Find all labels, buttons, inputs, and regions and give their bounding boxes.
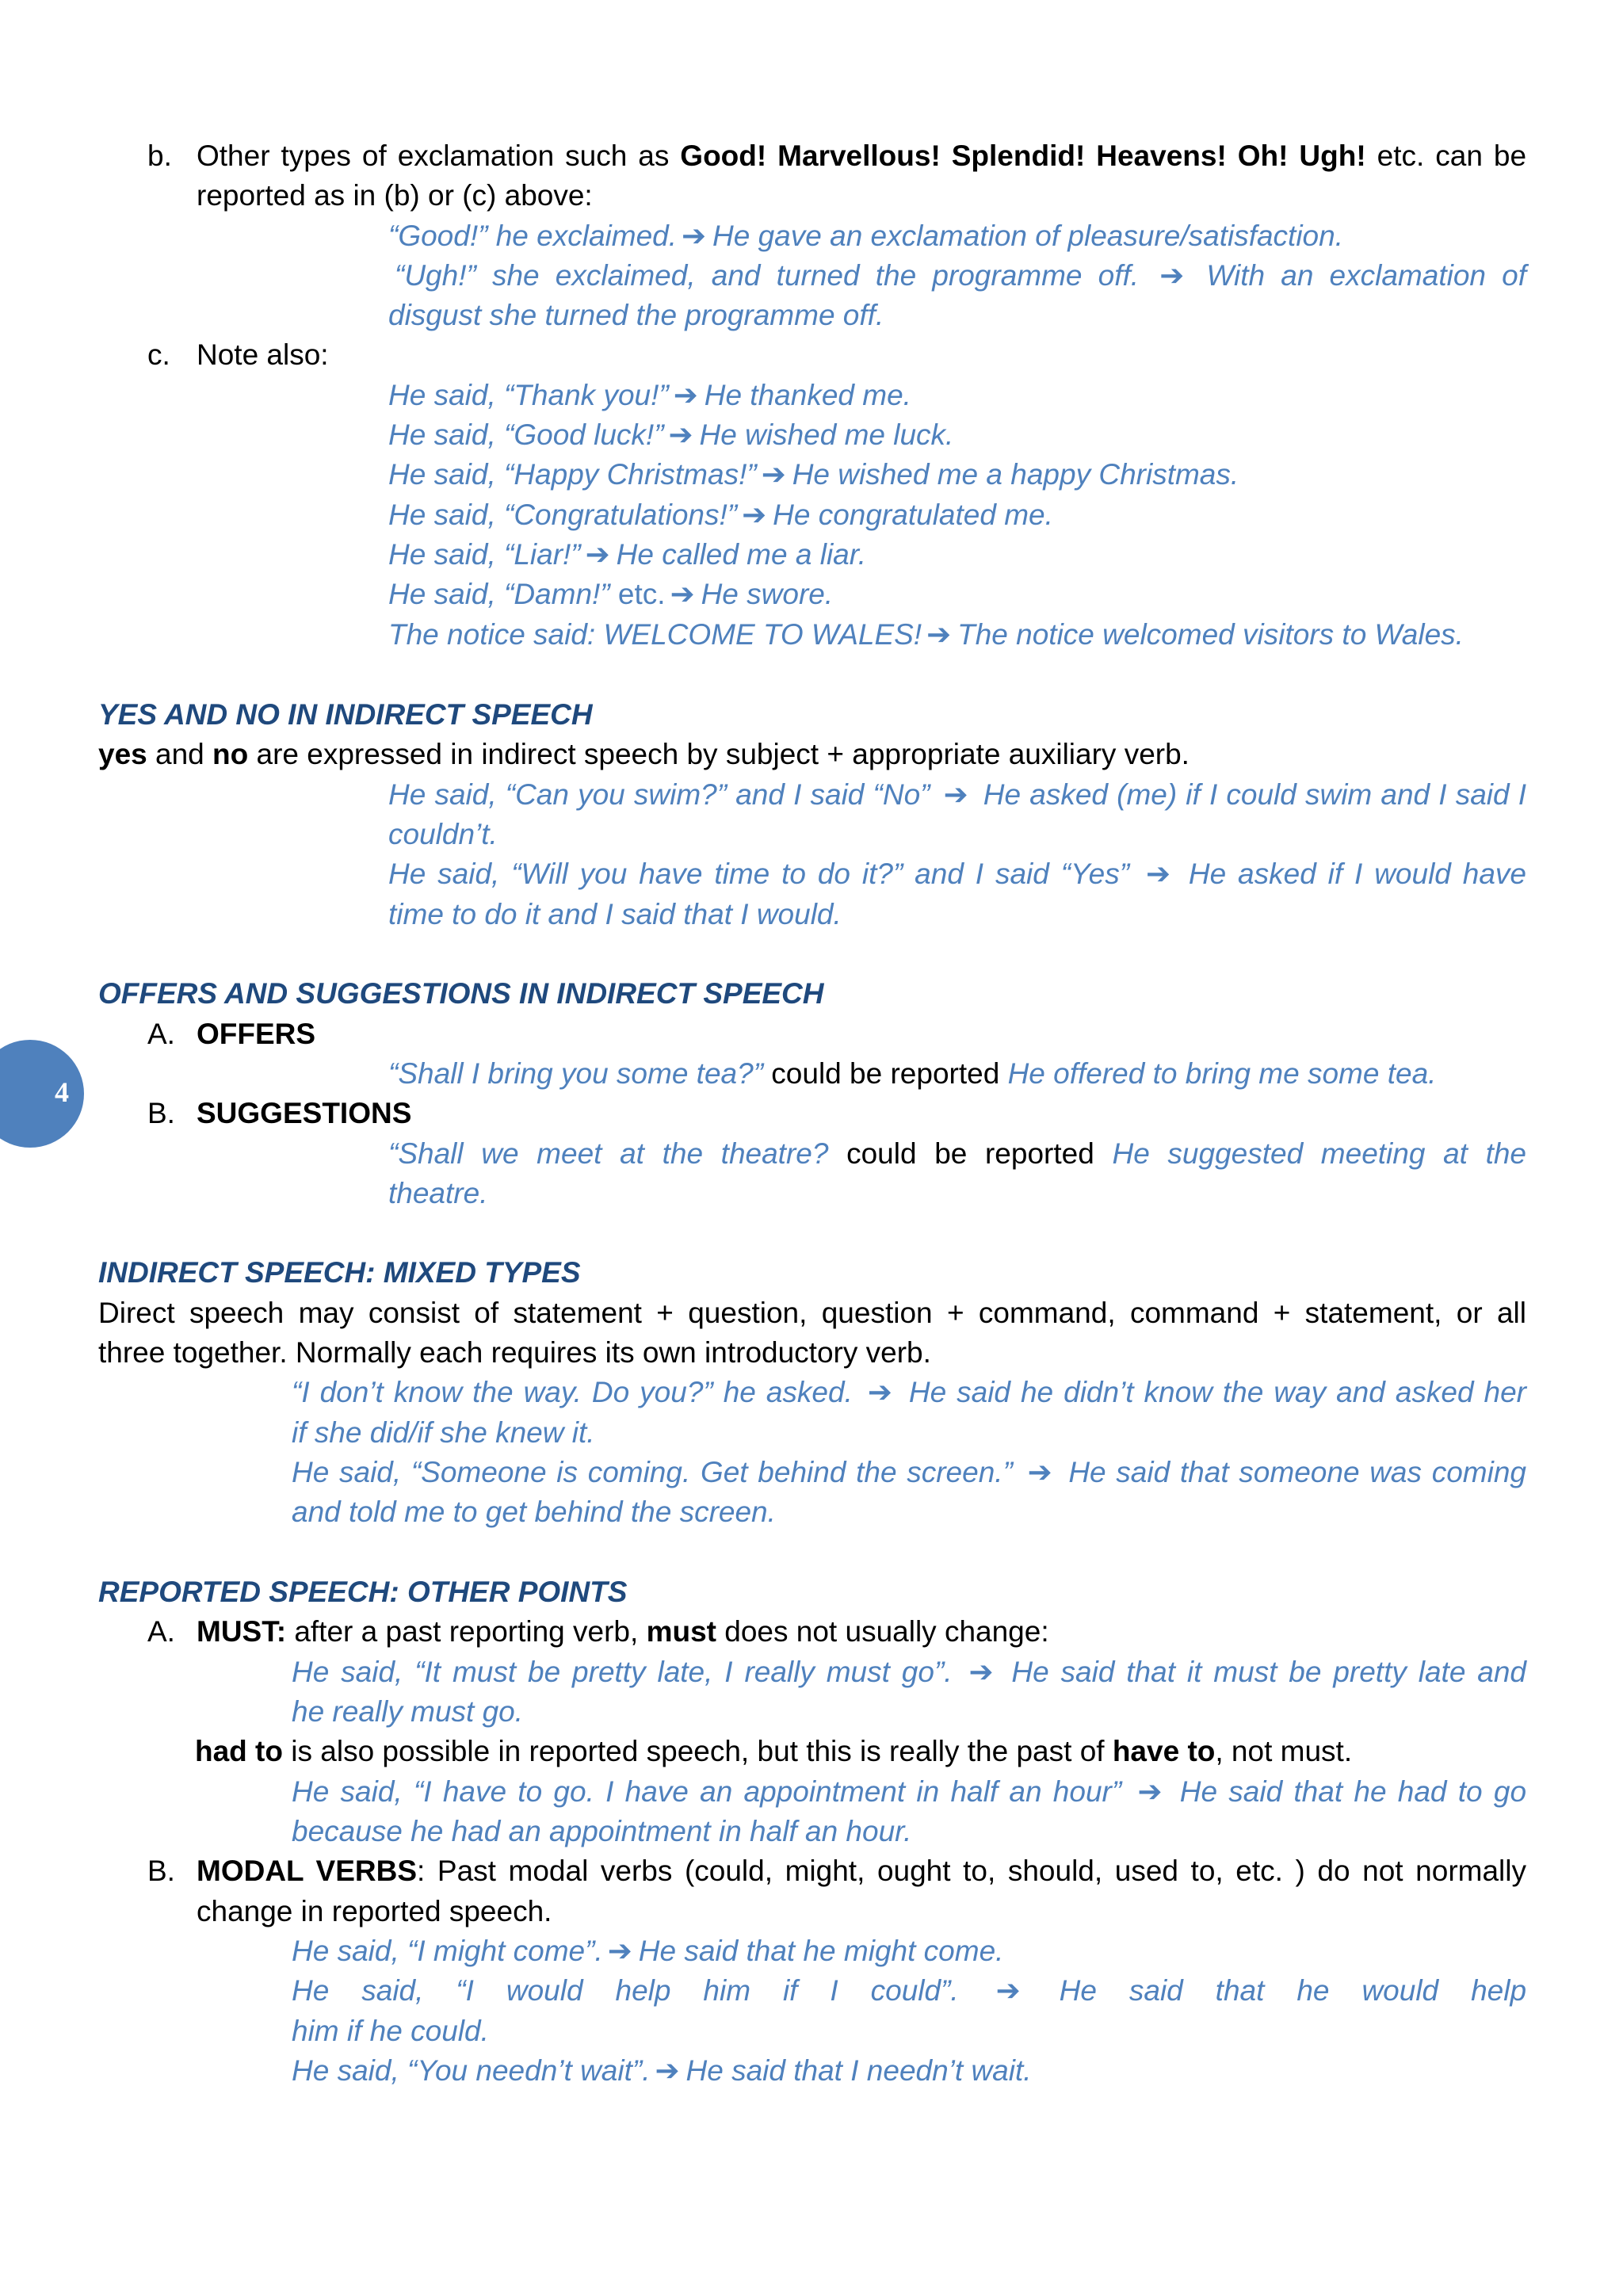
list-marker-a: A. [147, 1018, 175, 1050]
example-etc: etc. [617, 578, 666, 610]
modal-example-2 [292, 1971, 1526, 2011]
had-to-word: had to [195, 1735, 283, 1767]
example-direct: He said, “Can you swim?” and I said “No” [388, 778, 930, 811]
example-reported: He said that it must be pretty late and [1011, 1656, 1527, 1688]
example-direct: He said, “Thank you!” [388, 379, 669, 411]
modal-example-3 [292, 2051, 1032, 2092]
must-rule [197, 1612, 1049, 1652]
section-heading-yes-no: YES AND NO IN INDIRECT SPEECH [98, 698, 593, 731]
example-reported: He said that I needn’t wait. [685, 2054, 1032, 2087]
item-b-line2: reported as in (b) or (c) above: [197, 179, 593, 212]
offers-label-text: OFFERS [197, 1018, 316, 1050]
mixed-example-2 [292, 1453, 1526, 1493]
example-reported: He wished me a happy Christmas. [792, 458, 1239, 491]
example-reported: He said that he might come. [638, 1935, 1004, 1967]
example-direct: “Good!” he exclaimed. [388, 220, 678, 252]
example-direct: He said, “I might come”. [292, 1935, 603, 1967]
item-b-text1: Other types of exclamation such as [197, 139, 670, 172]
arrow-icon: ➔ [1145, 858, 1170, 890]
mixed-paragraph-line2: three together. Normally each requires its own introductory verb. [98, 1336, 931, 1369]
list-marker-a-other: A. [147, 1615, 175, 1648]
arrow-icon: ➔ [995, 1974, 1021, 2007]
item-b-text2: etc. can be [1377, 139, 1527, 172]
note-example-luck [388, 415, 953, 456]
example-direct: He said, “You needn’t wait”. [292, 2054, 651, 2087]
example-reported: He thanked me. [704, 379, 911, 411]
note-example-congrats [388, 495, 1053, 536]
arrow-icon: ➔ [943, 778, 968, 811]
list-marker-b-upper: B. [147, 1097, 175, 1129]
modal-example-2-cont: him if he could. [292, 2015, 489, 2047]
word-and: and [155, 738, 204, 770]
arrow-icon: ➔ [761, 458, 786, 491]
arrow-icon: ➔ [1137, 1775, 1163, 1808]
example-ugh [395, 256, 1526, 296]
example-good [388, 216, 1343, 257]
mixed-paragraph-line1: Direct speech may consist of statement + question, question + command, command + statement, or all [98, 1297, 1526, 1329]
must-word: must [646, 1615, 716, 1648]
example-reported: He asked if I would have [1188, 858, 1527, 890]
example-direct: He said, “Will you have time to do it?” and I said “Yes” [388, 858, 1130, 890]
had-to-example [292, 1772, 1526, 1813]
example-direct: “I don’t know the way. Do you?” he asked. [292, 1376, 853, 1408]
list-marker-b: b. [147, 139, 172, 172]
example-reported: He said that he would help [1059, 1974, 1527, 2007]
word-no: no [212, 738, 249, 770]
example-direct: He said, “I have to go. I have an appointment in half an hour” [292, 1775, 1122, 1808]
modal-label: MODAL VERBS [197, 1855, 418, 1887]
must-text1: after a past reporting verb, [294, 1615, 639, 1648]
modal-rule-cont: change in reported speech. [197, 1895, 552, 1927]
yes-no-example-1 [388, 775, 1526, 816]
example-connector: could be reported [771, 1057, 1000, 1090]
example-reported: He suggested meeting at the [1112, 1137, 1527, 1170]
yes-no-rule [98, 735, 1190, 775]
example-reported: He swore. [701, 578, 834, 610]
example-direct: He said, “I would help him if I could”. [292, 1974, 959, 2007]
arrow-icon: ➔ [585, 538, 610, 571]
arrow-icon: ➔ [655, 2054, 680, 2087]
example-direct: He said, “Happy Christmas!” [388, 458, 757, 491]
note-example-damn [388, 575, 833, 615]
mixed-example-1-cont: if she did/if she knew it. [292, 1416, 595, 1449]
section-heading-other: REPORTED SPEECH: OTHER POINTS [98, 1576, 628, 1608]
note-example-christmas [388, 455, 1239, 495]
arrow-icon: ➔ [968, 1656, 994, 1688]
arrow-icon: ➔ [607, 1935, 632, 1967]
note-example-liar [388, 535, 866, 575]
arrow-icon: ➔ [1027, 1456, 1052, 1488]
must-label: MUST: [197, 1615, 287, 1648]
offers-label [197, 1014, 315, 1055]
mixed-example-2-cont: and told me to get behind the screen. [292, 1496, 776, 1528]
had-to-text1: is also possible in reported speech, but this is really the past of [291, 1735, 1105, 1767]
yes-no-example-1-cont: couldn’t. [388, 818, 498, 850]
section-heading-offers: OFFERS AND SUGGESTIONS IN INDIRECT SPEECH [98, 977, 824, 1010]
section-heading-mixed: INDIRECT SPEECH: MIXED TYPES [98, 1256, 581, 1289]
example-reported: He gave an exclamation of pleasure/satisfaction. [712, 220, 1343, 252]
word-yes: yes [98, 738, 147, 770]
yes-no-rule-rest: are expressed in indirect speech by subject + appropriate auxiliary verb. [256, 738, 1190, 770]
arrow-icon: ➔ [673, 379, 698, 411]
arrow-icon: ➔ [682, 220, 707, 252]
example-reported: He asked (me) if I could swim and I said I [983, 778, 1526, 811]
example-direct: He said, “Someone is coming. Get behind the screen.” [292, 1456, 1013, 1488]
example-reported: He congratulated me. [773, 499, 1053, 531]
modal-text1: : Past modal verbs (could, might, ought to, should, used to, etc. ) do not normally [417, 1855, 1526, 1887]
have-to-word: have to [1112, 1735, 1216, 1767]
offers-example [388, 1054, 1436, 1095]
example-connector: could be reported [846, 1137, 1094, 1170]
arrow-icon: ➔ [867, 1376, 892, 1408]
example-reported: He called me a liar. [616, 538, 866, 571]
suggestions-example [388, 1134, 1526, 1175]
mixed-example-1 [292, 1373, 1526, 1413]
example-reported: With an exclamation of [1206, 259, 1526, 292]
arrow-icon: ➔ [668, 418, 693, 451]
example-reported: The notice welcomed visitors to Wales. [957, 618, 1464, 651]
example-direct: He said, “Congratulations!” [388, 499, 738, 531]
example-direct: He said, “It must be pretty late, I really must go”. [292, 1656, 953, 1688]
example-reported: He said he didn’t know the way and asked her [908, 1376, 1527, 1408]
yes-no-example-2 [388, 854, 1526, 895]
suggestions-example-cont: theatre. [388, 1177, 488, 1209]
arrow-icon: ➔ [670, 578, 695, 610]
example-reported: He wished me luck. [699, 418, 954, 451]
example-direct: He said, “Damn!” [388, 578, 610, 610]
suggestions-label-text: SUGGESTIONS [197, 1097, 412, 1129]
arrow-icon: ➔ [926, 618, 952, 651]
had-to-rule [195, 1732, 1352, 1772]
yes-no-example-2-cont: time to do it and I said that I would. [388, 898, 842, 930]
example-direct: “Ugh!” she exclaimed, and turned the programme off. [395, 259, 1140, 292]
example-direct: “Shall we meet at the theatre? [388, 1137, 829, 1170]
had-to-example-cont: because he had an appointment in half an hour. [292, 1815, 912, 1847]
list-marker-b-other: B. [147, 1855, 175, 1887]
had-to-text2: , not must. [1215, 1735, 1353, 1767]
example-ugh-cont: disgust she turned the programme off. [388, 299, 884, 331]
example-direct: The notice said: WELCOME TO WALES! [388, 618, 922, 651]
arrow-icon: ➔ [1159, 259, 1185, 292]
page-number: 4 [55, 1076, 69, 1108]
item-b-exclamations: Good! Marvellous! Splendid! Heavens! Oh! Ugh! [680, 139, 1366, 172]
list-marker-c: c. [147, 338, 170, 371]
example-direct: He said, “Good luck!” [388, 418, 664, 451]
must-text2: does not usually change: [724, 1615, 1049, 1648]
note-example-thanks [388, 376, 911, 416]
example-direct: “Shall I bring you some tea?” [388, 1057, 764, 1090]
example-reported: He said that someone was coming [1068, 1456, 1526, 1488]
note-example-wales [388, 615, 1464, 655]
must-example-cont: he really must go. [292, 1695, 524, 1728]
suggestions-label [197, 1094, 411, 1134]
example-reported: He offered to bring me some tea. [1007, 1057, 1437, 1090]
must-example [292, 1652, 1526, 1693]
example-direct: He said, “Liar!” [388, 538, 581, 571]
example-reported: He said that he had to go [1179, 1775, 1527, 1808]
modal-example-1 [292, 1931, 1003, 1972]
item-c-text: Note also: [197, 338, 329, 371]
item-b-line1 [197, 136, 1526, 177]
arrow-icon: ➔ [742, 499, 767, 531]
modal-rule [197, 1851, 1526, 1892]
